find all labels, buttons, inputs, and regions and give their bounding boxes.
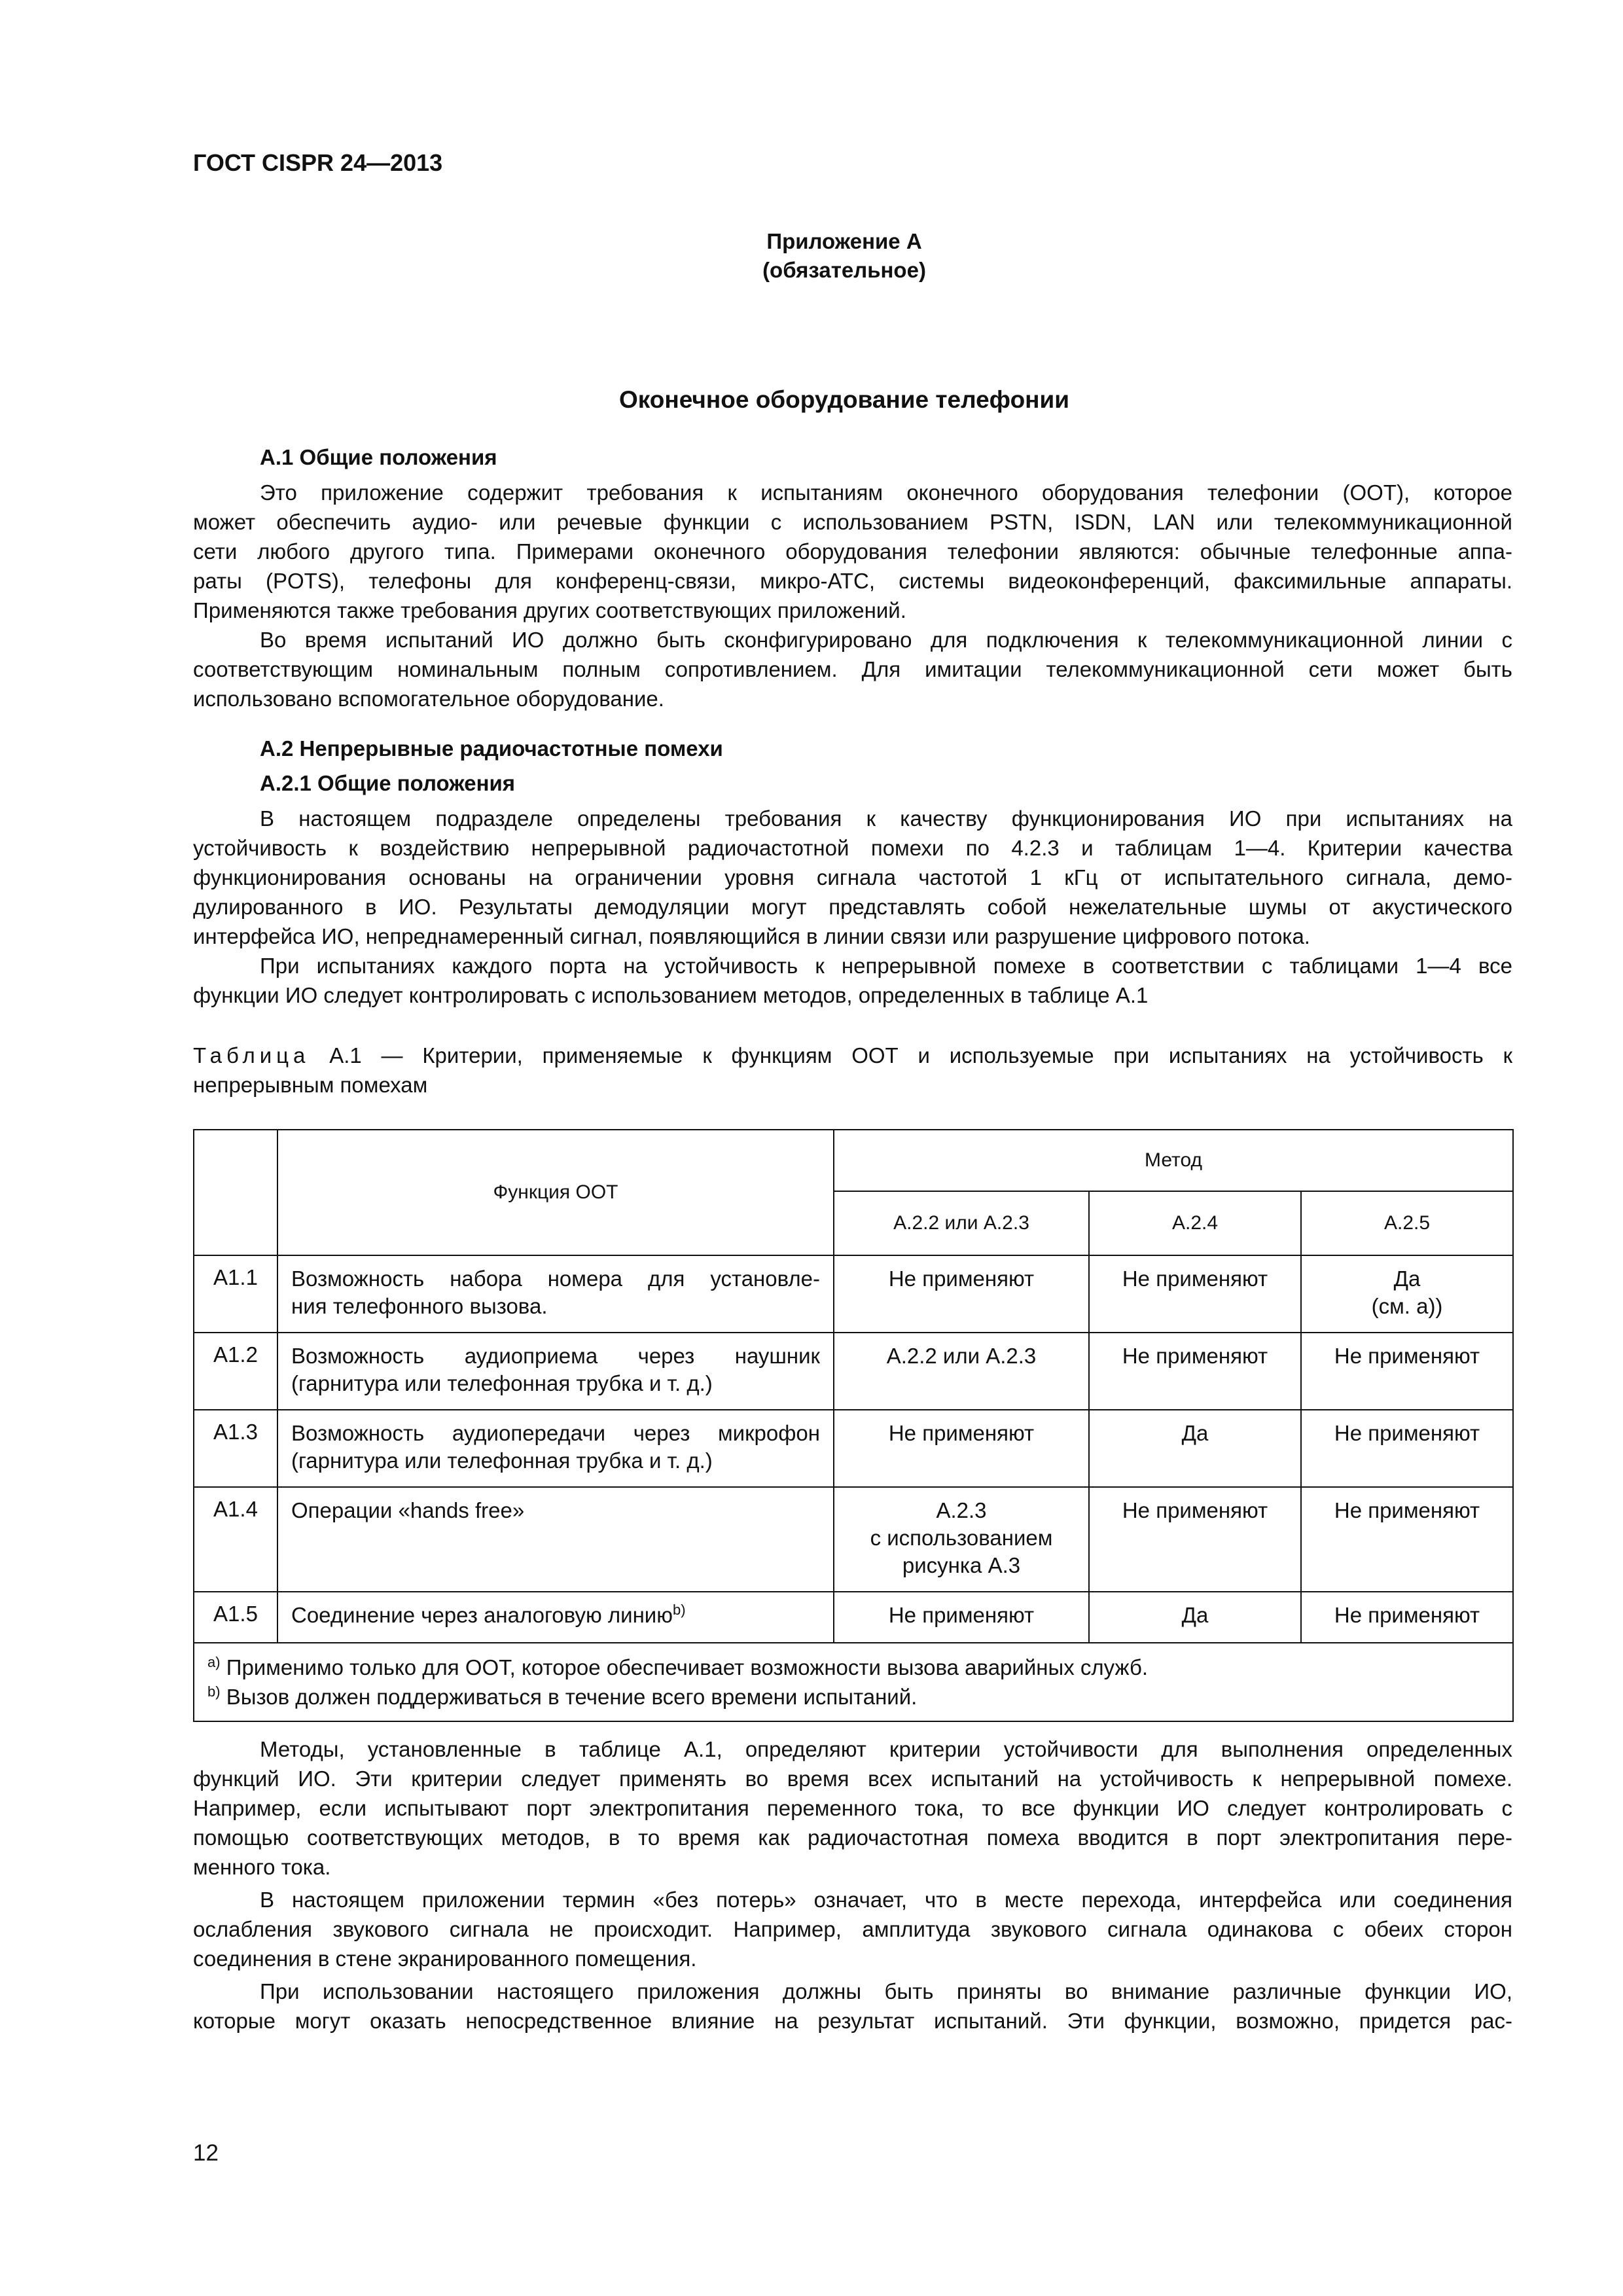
criteria-table — [193, 1129, 1514, 1722]
note-mark: a) — [207, 1654, 221, 1670]
method-value: Не применяют — [1334, 1344, 1480, 1368]
paragraph-line: помощью соответствующих методов, в то время как радиочастотная помеха вводится в порт электропитания пере- — [193, 1825, 1512, 1850]
function-line: Возможность набора номера для установле- — [291, 1266, 820, 1291]
function-text: Соединение через аналоговую линию — [291, 1603, 673, 1627]
row-method-2 — [1089, 1487, 1301, 1592]
paragraph-line: соответствующим номинальным полным сопротивлением. Для имитации телекоммуникационной сети может быть — [193, 657, 1512, 681]
function-line: Возможность аудиопередачи через микрофон — [291, 1421, 820, 1445]
table-caption-line: непрерывным помехам — [193, 1073, 428, 1097]
method-value: Не применяют — [1334, 1421, 1480, 1445]
method-value: Не применяют — [1122, 1266, 1268, 1291]
paragraph-line: При испытаниях каждого порта на устойчивость к непрерывной помехе в соответствии с таблицами 1—4 все — [260, 954, 1512, 978]
function-line: Операции «hands free» — [291, 1498, 525, 1522]
annex-title: Приложение А — [766, 229, 922, 253]
row-id: А1.5 — [194, 1592, 277, 1643]
method-value: (см. а)) — [1371, 1294, 1443, 1318]
method-value: Да — [1393, 1266, 1421, 1291]
section-a2-heading: А.2 Непрерывные радиочастотные помехи — [260, 736, 723, 761]
table-caption-text: А.1 — Критерии, применяемые к функциям ООТ и используемые при испытаниях на устойчивость к — [329, 1043, 1513, 1067]
paragraph-line: Методы, установленные в таблице А.1, определяют критерии устойчивости для выполнения определенных — [260, 1737, 1512, 1761]
table-header-function: Функция ООТ — [277, 1130, 834, 1255]
row-method-3 — [1301, 1487, 1513, 1592]
function-line — [291, 1602, 820, 1629]
row-method-3 — [1301, 1410, 1513, 1487]
table-header-empty — [194, 1130, 277, 1255]
table-header-method-1: А.2.2 или А.2.3 — [834, 1191, 1089, 1255]
paragraph-line: При использовании настоящего приложения должны быть приняты во внимание различные функции ИО, — [260, 1979, 1512, 2003]
table-notes — [194, 1643, 1513, 1721]
paragraph-line: раты (POTS), телефоны для конференц-связи, микро-АТС, системы видеоконференций, факсимильные аппараты. — [193, 569, 1512, 593]
paragraph-line: использовано вспомогательное оборудование. — [193, 687, 664, 711]
page-number: 12 — [193, 2140, 219, 2166]
table-row — [194, 1410, 1513, 1487]
method-value: Не применяют — [1334, 1498, 1480, 1522]
row-method-1 — [834, 1592, 1089, 1643]
paragraph-line: ослабления звукового сигнала не происходит. Например, амплитуда звукового сигнала одинакова с обеих сторон — [193, 1917, 1512, 1941]
row-method-1 — [834, 1255, 1089, 1333]
row-method-1 — [834, 1410, 1089, 1487]
row-function — [277, 1410, 834, 1487]
table-note — [207, 1653, 1499, 1682]
table-row — [194, 1487, 1513, 1592]
method-value: Да — [1181, 1603, 1209, 1627]
paragraph-line: В настоящем приложении термин «без потерь» означает, что в месте перехода, интерфейса или соединения — [260, 1888, 1512, 1912]
table-row — [194, 1255, 1513, 1333]
method-value: А.2.3 — [936, 1498, 987, 1522]
row-id: А1.1 — [194, 1255, 277, 1333]
paragraph-line: устойчивость к воздействию непрерывной радиочастотной помехи по 4.2.3 и таблицам 1—4. Критерии качества — [193, 836, 1512, 860]
table-row — [194, 1592, 1513, 1643]
row-id: А1.4 — [194, 1487, 277, 1592]
section-a1-heading: А.1 Общие положения — [260, 445, 497, 469]
method-value: Не применяют — [1122, 1498, 1268, 1522]
table-notes-row — [194, 1643, 1513, 1721]
note-text: Применимо только для ООТ, которое обеспечивает возможности вызова аварийных служб. — [220, 1655, 1149, 1679]
document-title: Оконечное оборудование телефонии — [618, 386, 1070, 413]
row-method-3 — [1301, 1255, 1513, 1333]
paragraph-line: функции ИО следует контролировать с использованием методов, определенных в таблице А.1 — [193, 983, 1149, 1007]
section-a21-heading: А.2.1 Общие положения — [260, 771, 516, 795]
row-method-2 — [1089, 1410, 1301, 1487]
method-value: рисунка А.3 — [902, 1553, 1021, 1577]
row-method-1 — [834, 1333, 1089, 1410]
paragraph-line: Это приложение содержит требования к испытаниям оконечного оборудования телефонии (ООТ), которое — [260, 480, 1512, 505]
paragraph-line: функционирования основаны на ограничении уровня сигнала частотой 1 кГц от испытательного сигнала, демо- — [193, 865, 1512, 889]
row-function — [277, 1333, 834, 1410]
function-line: ния телефонного вызова. — [291, 1294, 548, 1318]
paragraph-line: дулированного в ИО. Результаты демодуляции могут представлять собой нежелательные шумы от акустического — [193, 895, 1512, 919]
paragraph-line: может обеспечить аудио- или речевые функции с использованием PSTN, ISDN, LAN или телекоммуникационной — [193, 510, 1512, 534]
annex-status: (обязательное) — [762, 258, 926, 282]
table-caption-label: Таблица — [193, 1043, 310, 1067]
method-value: с использованием — [870, 1526, 1053, 1550]
function-line: Возможность аудиоприема через наушник — [291, 1344, 820, 1368]
row-method-1 — [834, 1487, 1089, 1592]
table-note — [207, 1682, 1499, 1712]
row-method-2 — [1089, 1592, 1301, 1643]
table-caption — [193, 1041, 1512, 1070]
row-method-2 — [1089, 1255, 1301, 1333]
method-value: Да — [1181, 1421, 1209, 1445]
paragraph-line: Применяются также требования других соответствующих приложений. — [193, 598, 906, 622]
table-header-method-2: А.2.4 — [1089, 1191, 1301, 1255]
function-line: (гарнитура или телефонная трубка и т. д.) — [291, 1448, 713, 1473]
paragraph-line: менного тока. — [193, 1855, 331, 1879]
function-line: (гарнитура или телефонная трубка и т. д.) — [291, 1371, 713, 1395]
footnote-ref: b) — [672, 1602, 686, 1618]
row-function — [277, 1255, 834, 1333]
document-header: ГОСТ CISPR 24—2013 — [193, 149, 443, 176]
method-value: Не применяют — [1334, 1603, 1480, 1627]
method-value: Не применяют — [888, 1603, 1035, 1627]
row-function — [277, 1592, 834, 1643]
paragraph-line: соединения в стене экранированного помещения. — [193, 1946, 697, 1971]
note-text: Вызов должен поддерживаться в течение всего времени испытаний. — [220, 1685, 918, 1709]
paragraph-line: В настоящем подразделе определены требования к качеству функционирования ИО при испытаниях на — [260, 806, 1512, 831]
row-id: А1.2 — [194, 1333, 277, 1410]
paragraph-line: сети любого другого типа. Примерами оконечного оборудования телефонии являются: обычные телефонные аппа- — [193, 539, 1512, 564]
method-value: Не применяют — [888, 1266, 1035, 1291]
paragraph-line: функций ИО. Эти критерии следует применять во время всех испытаний на устойчивость к непрерывной помехе. — [193, 1767, 1512, 1791]
method-value: Не применяют — [1122, 1344, 1268, 1368]
table-header-method-3: А.2.5 — [1301, 1191, 1513, 1255]
method-value: Не применяют — [888, 1421, 1035, 1445]
row-id: А1.3 — [194, 1410, 277, 1487]
method-value: А.2.2 или А.2.3 — [886, 1344, 1037, 1368]
row-method-3 — [1301, 1592, 1513, 1643]
table-header-method: Метод — [834, 1130, 1513, 1191]
paragraph-line: Во время испытаний ИО должно быть сконфигурировано для подключения к телекоммуникационной линии с — [260, 628, 1512, 652]
row-function — [277, 1487, 834, 1592]
paragraph-line: Например, если испытывают порт электропитания переменного тока, то все функции ИО следует контролировать с — [193, 1796, 1512, 1820]
paragraph-line: которые могут оказать непосредственное влияние на результат испытаний. Эти функции, возможно, придется рас- — [193, 2009, 1512, 2033]
row-method-2 — [1089, 1333, 1301, 1410]
table-row — [194, 1333, 1513, 1410]
paragraph-line: интерфейса ИО, непреднамеренный сигнал, появляющийся в линии связи или разрушение цифрового потока. — [193, 924, 1310, 948]
row-method-3 — [1301, 1333, 1513, 1410]
note-mark: b) — [207, 1683, 221, 1700]
